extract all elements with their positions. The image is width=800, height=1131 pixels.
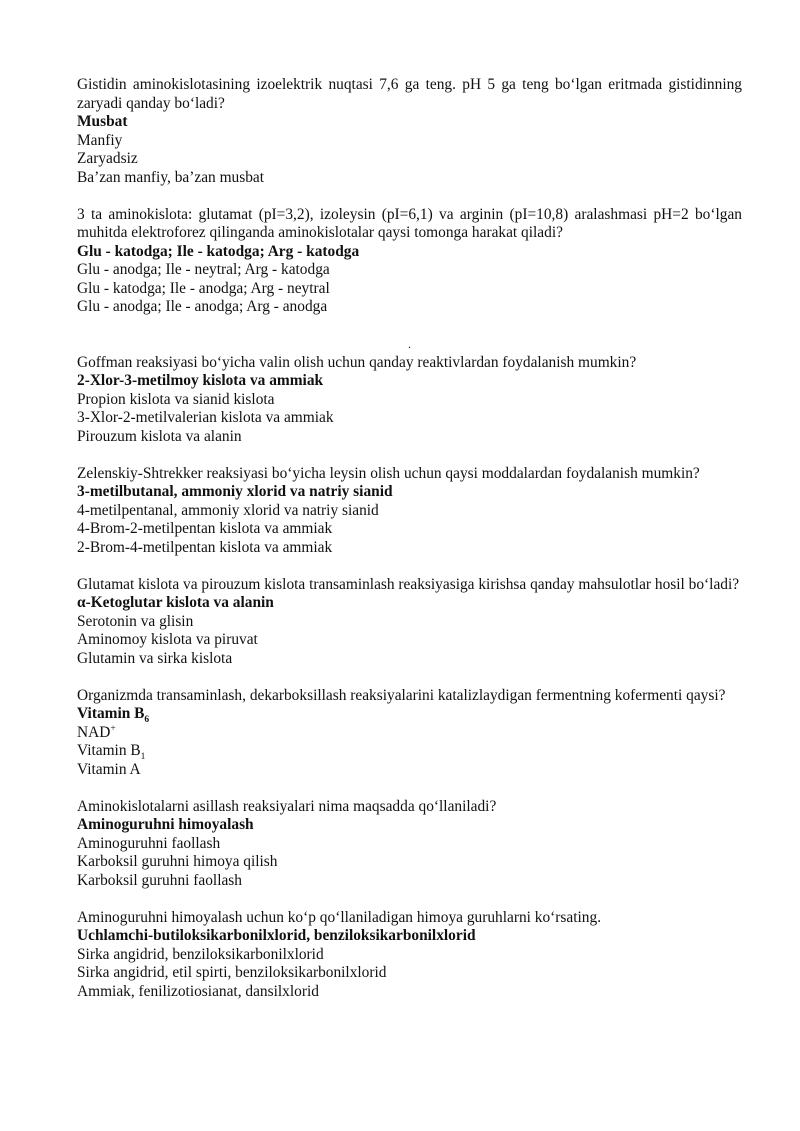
correct-answer: Glu - katodga; Ile - katodga; Arg - katodga [77, 242, 360, 260]
correct-answer [77, 705, 742, 724]
answer-option: Sirka angidrid, benziloksikarbonilxlorid [77, 945, 324, 963]
correct-answer: 3-metilbutanal, ammoniy xlorid va natriy sianid [77, 483, 393, 500]
question-text: Glutamat kislota va pirouzum kislota transaminlash reaksiyasiga kirishsa qanday mahsulotlar hosil bo‘ladi? [77, 575, 740, 593]
answer-option: Ammiak, fenilizotiosianat, dansilxlorid [77, 982, 319, 1000]
answer-option: Aminoguruhni faollash [77, 834, 221, 852]
answer-option: Zaryadsiz [77, 150, 138, 167]
answer-option: Sirka angidrid, etil spirti, benziloksikarbonilxlorid [77, 964, 387, 981]
document-page [77, 76, 742, 1001]
answer-option: Aminomoy kislota va piruvat [77, 631, 258, 648]
answer-option: Pirouzum kislota va alanin [77, 427, 242, 445]
answer-option: 3-Xlor-2-metilvalerian kislota va ammiak [77, 409, 334, 426]
question-text: Organizmda transaminlash, dekarboksillash reaksiyalarini katalizlaydigan fermentning kofermenti qaysi? [77, 686, 726, 704]
answer-option-text: NAD [77, 723, 111, 741]
subscript: 6 [144, 715, 150, 726]
question-text: Aminoguruhni himoyalash uchun ko‘p qo‘llaniladigan himoya guruhlarni ko‘rsating. [77, 908, 602, 926]
answer-option: 4-Brom-2-metilpentan kislota va ammiak [77, 520, 333, 537]
answer-option: Serotonin va glisin [77, 612, 194, 630]
answer-option: Propion kislota va sianid kislota [77, 390, 275, 408]
correct-answer: 2-Xlor-3-metilmoy kislota va ammiak [77, 372, 324, 389]
correct-answer: α-Ketoglutar kislota va alanin [77, 594, 274, 611]
question-text: Aminokislotalarni asillash reaksiyalari nima maqsadda qo‘llaniladi? [77, 797, 497, 815]
answer-option-text: Vitamin B [77, 742, 141, 759]
correct-answer-text: Vitamin B [77, 705, 145, 722]
correct-answer: Musbat [77, 113, 128, 130]
answer-option [77, 724, 742, 743]
subscript: 1 [140, 752, 146, 763]
answer-option: Vitamin A [77, 760, 141, 778]
answer-option: Glu - anodga; Ile - neytral; Arg - katodga [77, 261, 330, 278]
answer-option: Karboksil guruhni faollash [77, 871, 242, 889]
answer-option: Glu - anodga; Ile - anodga; Arg - anodga [77, 298, 328, 315]
question-text: Gistidin aminokislotasining izoelektrik nuqtasi 7,6 ga teng. pH 5 ga teng bo‘lgan eritmada gistidinning zaryadi qanday bo‘ladi? [77, 76, 742, 112]
answer-option: 4-metilpentanal, ammoniy xlorid va natriy sianid [77, 501, 379, 519]
question-text: Zelenskiy-Shtrekker reaksiyasi bo‘yicha leysin olish uchun qaysi moddalardan foydalanish mumkin? [77, 464, 700, 482]
question-text: Goffman reaksiyasi bo‘yicha valin olish uchun qanday reaktivlardan foydalanish mumkin? [77, 353, 637, 371]
answer-option: Karboksil guruhni himoya qilish [77, 853, 278, 870]
answer-option [77, 742, 742, 761]
answer-option: Glutamin va sirka kislota [77, 649, 233, 667]
correct-answer: Uchlamchi-butiloksikarbonilxlorid, benziloksikarbonilxlorid [77, 927, 476, 944]
answer-option: Manfiy [77, 131, 123, 149]
separator-dot: . [408, 337, 411, 351]
question-text: 3 ta aminokislota: glutamat (pI=3,2), izoleysin (pI=6,1) va arginin (pI=10,8) aralashmasi pH=2 bo‘lgan muhitda elektroforez qilinganda aminokislotalar qaysi tomonga harakat qiladi? [77, 205, 742, 241]
superscript: + [110, 723, 116, 734]
correct-answer: Aminoguruhni himoyalash [77, 816, 254, 833]
answer-option: 2-Brom-4-metilpentan kislota va ammiak [77, 538, 333, 556]
answer-option: Ba’zan manfiy, ba’zan musbat [77, 168, 265, 186]
answer-option: Glu - katodga; Ile - anodga; Arg - neytral [77, 279, 330, 297]
